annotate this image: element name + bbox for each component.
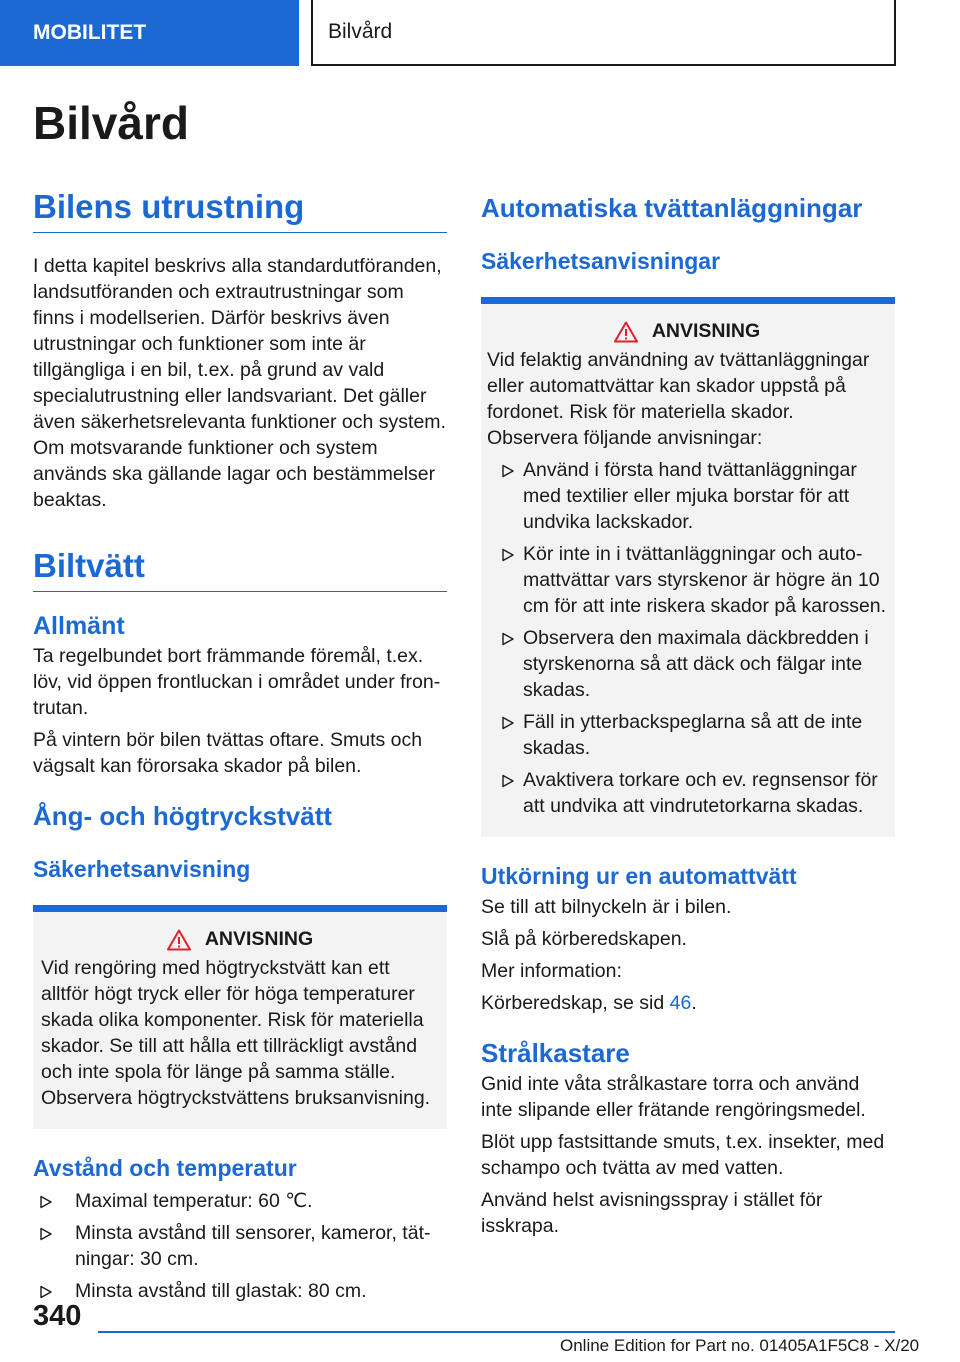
triangle-bullet-icon <box>501 632 515 646</box>
heading-general: Allmänt <box>33 612 125 640</box>
equipment-paragraph: I detta kapitel beskrivs alla standardutföranden, landsutföranden och extrautrustningar som finns i modellserien. Därför beskrivs även utrustningar och funktioner som inte är tillgängliga i en bil, t.ex. på grund av vald specialutrustning eller landsvariant. Det gäller även säkerhetsrelevanta funktioner och system. Om motsvarande funktioner och system används ska gällande lagar och bestämmelser beaktas. <box>33 255 446 511</box>
warning-box <box>33 905 447 1129</box>
left-column <box>33 188 447 1304</box>
warning-text: Vid felaktig användning av tvättanläggningar eller automattvättar kan skador uppstå på fordonet. Risk för materiella skador. Observera följande anvisningar: <box>487 349 870 449</box>
heading-safety-notes: Säkerhetsanvisningar <box>481 248 721 274</box>
page-title: Bilvård <box>33 97 189 149</box>
exit-paragraph-3: Mer information: <box>481 960 622 982</box>
warning-title: ANVISNING <box>651 320 761 342</box>
warning-box <box>481 297 895 837</box>
page-number: 340 <box>33 1300 82 1332</box>
exit-paragraph-4: Körberedskap, se sid 46. <box>481 992 697 1014</box>
warning-triangle-icon <box>167 929 191 951</box>
warning-header <box>41 928 439 951</box>
heading-car-wash: Biltvätt <box>33 547 447 592</box>
list-item: Observera den maximala däckbredden i styrskenorna så att däck och fälgar inte skadas. <box>487 625 887 703</box>
right-column <box>481 193 895 1239</box>
triangle-bullet-icon <box>39 1195 53 1209</box>
page-reference-link[interactable]: 46 <box>669 992 692 1014</box>
warning-triangle-icon <box>614 321 638 343</box>
section-tab[interactable]: MOBILITET <box>0 0 299 66</box>
exit-paragraph-1: Se till att bilnyckeln är i bilen. <box>481 896 732 918</box>
triangle-bullet-icon <box>501 774 515 788</box>
warning-list <box>487 457 887 819</box>
list-item: Avaktivera torkare och ev. regnsensor för att undvika att vindrutetorkarna skadas. <box>487 767 887 819</box>
chapter-tab[interactable]: Bilvård <box>311 0 896 66</box>
heading-automatic-wash: Automatiska tvättanläggningar <box>481 193 863 223</box>
heading-distance-temperature: Avstånd och temperatur <box>33 1155 297 1181</box>
heading-exit-wash: Utkörning ur en automattvätt <box>481 863 797 889</box>
footer-divider <box>98 1331 895 1333</box>
heading-steam-wash: Ång- och högtryckstvätt <box>33 801 333 831</box>
headlights-paragraph-1: Gnid inte våta strålkastare torra och använd inte slipande eller frätande rengöringsmedel. <box>481 1073 866 1121</box>
exit-paragraph-2: Slå på körberedskapen. <box>481 928 687 950</box>
distance-list <box>33 1188 447 1304</box>
list-item: Fäll in ytterbackspeglarna så att de inte skadas. <box>487 709 887 761</box>
general-paragraph-2: På vintern bör bilen tvättas oftare. Smuts och vägsalt kan förorsaka skador på bilen. <box>33 729 423 777</box>
footer-edition: Online Edition for Part no. 01405A1F5C8 - X/20 <box>560 1336 920 1355</box>
list-item: Minsta avstånd till sensorer, kameror, tätningar: 30 cm. <box>33 1220 447 1272</box>
list-item: Använd i första hand tvättanläggningar med textilier eller mjuka borstar för att undvika lackskador. <box>487 457 887 535</box>
triangle-bullet-icon <box>501 548 515 562</box>
heading-equipment: Bilens utrustning <box>33 188 447 233</box>
list-item: Kör inte in i tvättanläggningar och automattvättar vars styrskenor är högre än 10 cm för att inte riskera skador på karossen. <box>487 541 887 619</box>
warning-header <box>487 320 887 343</box>
list-item: Maximal temperatur: 60 ℃. <box>33 1188 447 1214</box>
list-item: Minsta avstånd till glastak: 80 cm. <box>33 1278 447 1304</box>
warning-text: Vid rengöring med högtryckstvätt kan ett alltför högt tryck eller för höga temperaturer skada olika komponenter. Risk för materiella skador. Se till att hålla ett tillräckligt avstånd och inte spola för länge på samma ställe. Observera högtryckstvättens bruksanvisning. <box>41 957 431 1109</box>
heading-headlights: Strålkastare <box>481 1038 630 1068</box>
triangle-bullet-icon <box>39 1285 53 1299</box>
general-paragraph-1: Ta regelbundet bort främmande föremål, t.ex. löv, vid öppen frontluckan i området under frontrutan. <box>33 645 441 719</box>
triangle-bullet-icon <box>39 1227 53 1241</box>
warning-title: ANVISNING <box>204 928 314 950</box>
triangle-bullet-icon <box>501 716 515 730</box>
heading-safety-note: Säkerhetsanvisning <box>33 856 251 882</box>
headlights-paragraph-2: Blöt upp fastsittande smuts, t.ex. insekter, med schampo och tvätta av med vatten. <box>481 1131 885 1179</box>
headlights-paragraph-3: Använd helst avisningsspray i stället för isskrapa. <box>481 1189 823 1237</box>
triangle-bullet-icon <box>501 464 515 478</box>
